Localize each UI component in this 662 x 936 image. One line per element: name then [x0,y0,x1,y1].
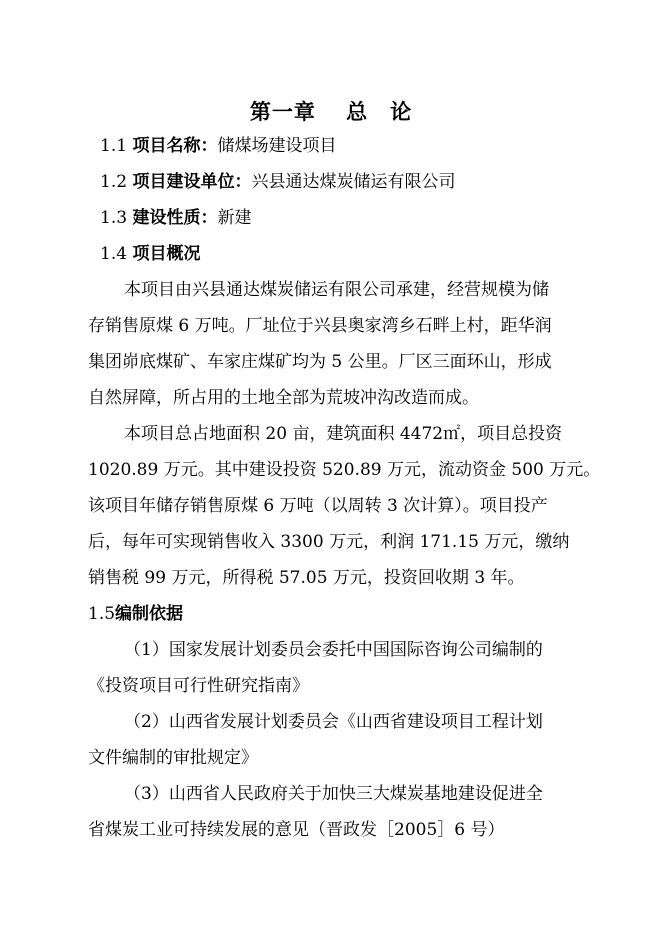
section-value: 新建 [217,208,252,228]
chapter-title: 第一章 总 论 [249,99,413,124]
section-number: 1.1 [100,136,128,156]
basis-item-line: （2）山西省发展计划委员会《山西省建设项目工程计划 [124,712,543,732]
section-label: 项目建设单位： [132,172,252,192]
section-project-name [100,135,336,157]
overview-p2-line: 1020.89 万元。其中建设投资 520.89 万元，流动资金 500 万元。 [88,460,601,480]
section-label: 建设性质： [132,208,218,228]
basis-item-line: （3）山西省人民政府关于加快三大煤炭基地建设促进全 [124,784,543,804]
overview-p2-line: 后，每年可实现销售收入 3300 万元，利润 171.15 万元，缴纳 [88,532,570,552]
basis-item-line: 省煤炭工业可持续发展的意见（晋政发［2005］6 号） [88,820,505,840]
section-construction-unit [100,171,455,193]
overview-p2-line: 该项目年储存销售原煤 6 万吨（以周转 3 次计算）。项目投产 [88,496,548,516]
basis-item-line: 文件编制的审批规定》 [88,748,258,768]
section-label: 项目概况 [132,244,201,264]
section-number: 1.2 [100,172,128,192]
overview-p1-line: 自然屏障，所占用的土地全部为荒坡冲沟改造而成。 [88,388,479,408]
section-construction-nature [100,207,251,229]
section-label: 项目名称： [132,136,218,156]
basis-item-line: （1）国家发展计划委员会委托中国国际咨询公司编制的 [124,640,543,660]
overview-p1-line: 集团峁底煤矿、车家庄煤矿均为 5 公里。厂区三面环山，形成 [88,352,552,372]
section-number: 1.4 [100,244,128,264]
overview-p1-line: 本项目由兴县通达煤炭储运有限公司承建，经营规模为储 [124,280,549,300]
section-label: 编制依据 [115,604,184,624]
section-compilation-basis [88,603,183,625]
basis-item-line: 《投资项目可行性研究指南》 [88,676,309,696]
section-project-overview [100,243,200,265]
section-number: 1.3 [100,208,128,228]
section-value: 储煤场建设项目 [217,136,337,156]
overview-p2-line: 本项目总占地面积 20 亩，建筑面积 4472㎡，项目总投资 [124,424,563,444]
overview-p2-line: 销售税 99 万元，所得税 57.05 万元，投资回收期 3 年。 [88,568,525,588]
overview-p1-line: 存销售原煤 6 万吨。厂址位于兴县奥家湾乡石畔上村，距华润 [88,316,552,336]
section-value: 兴县通达煤炭储运有限公司 [251,172,456,192]
section-number: 1.5 [88,604,116,624]
